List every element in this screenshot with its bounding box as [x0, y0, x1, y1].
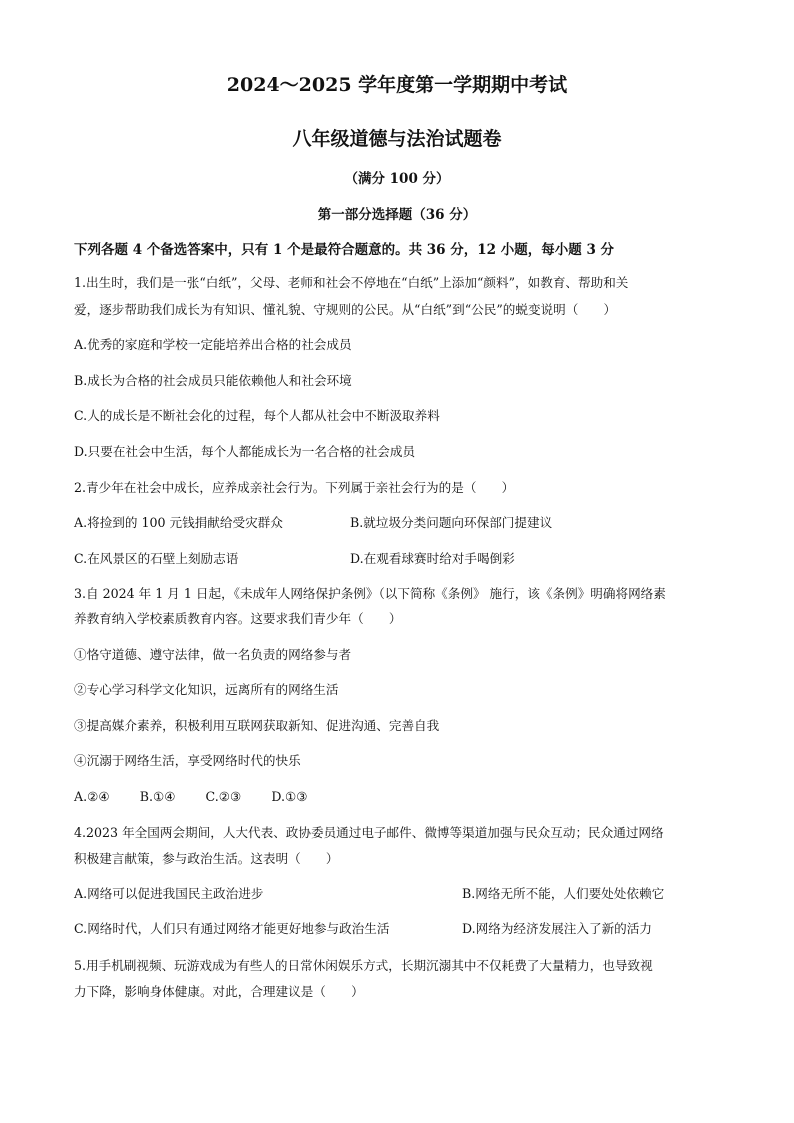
- q4-option-c: C.网络时代，人们只有通过网络才能更好地参与政治生活: [74, 921, 390, 936]
- q1-stem-line2: 爱，逐步帮助我们成长为有知识、懂礼貌、守规则的公民。从“白纸”到“公民”的蜕变说明（ ）: [74, 302, 617, 317]
- q3-stem-line1: 3.自 2024 年 1 月 1 日起，《未成年人网络保护条例》（以下简称《条例》 施行，该《条例》明确将网络素: [74, 586, 666, 601]
- q5-stem-line2: 力下降，影响身体健康。对此，合理建议是（ ）: [74, 984, 364, 999]
- q1-option-d: D.只要在社会中生活，每个人都能成长为一名合格的社会成员: [74, 444, 416, 459]
- q3-option-c: C.②③: [205, 789, 242, 804]
- q1-option-a: A.优秀的家庭和学校一定能培养出合格的社会成员: [74, 337, 352, 352]
- exam-title: 2024～2025 学年度第一学期期中考试: [226, 74, 568, 96]
- q3-statement-3: ③提高媒介素养，积极利用互联网获取新知、促进沟通、完善自我: [74, 718, 440, 733]
- q3-statement-1: ①恪守道德、遵守法律，做一名负责的网络参与者: [74, 647, 352, 662]
- q3-option-a: A.②④: [74, 789, 110, 804]
- q4-stem-line1: 4.2023 年全国两会期间，人大代表、政协委员通过电子邮件、微博等渠道加强与民众互动；民众通过网络: [74, 825, 664, 840]
- q1-option-b: B.成长为合格的社会成员只能依赖他人和社会环境: [74, 373, 352, 388]
- exam-subject-title: 八年级道德与法治试题卷: [292, 128, 502, 150]
- q2-option-c: C.在风景区的石壁上刻励志语: [74, 551, 239, 566]
- q4-option-d: D.网络为经济发展注入了新的活力: [462, 921, 652, 936]
- part-one-heading: 第一部分选择题（36 分）: [317, 207, 477, 223]
- q3-statement-4: ④沉溺于网络生活，享受网络时代的快乐: [74, 753, 301, 768]
- q2-option-d: D.在观看球赛时给对手喝倒彩: [350, 551, 515, 566]
- q1-stem-line1: 1.出生时，我们是一张“白纸”，父母、老师和社会不停地在“白纸”上添加“颜料”，如教育、帮助和关: [74, 275, 629, 290]
- q3-stem-line2: 养教育纳入学校素质教育内容。这要求我们青少年（ ）: [74, 611, 402, 626]
- q4-stem-line2: 积极建言献策，参与政治生活。这表明（ ）: [74, 851, 339, 866]
- q1-option-c: C.人的成长是不断社会化的过程，每个人都从社会中不断汲取养料: [74, 408, 440, 423]
- full-marks-note: （满分 100 分）: [344, 171, 450, 187]
- q3-options: [74, 788, 338, 806]
- q2-option-a: A.将捡到的 100 元钱捐献给受灾群众: [74, 515, 283, 530]
- q3-option-d: D.①③: [271, 789, 308, 804]
- q3-statement-2: ②专心学习科学文化知识，远离所有的网络生活: [74, 682, 339, 697]
- q4-option-a: A.网络可以促进我国民主政治进步: [74, 886, 264, 901]
- q4-option-b: B.网络无所不能，人们要处处依赖它: [462, 886, 665, 901]
- q2-stem: 2.青少年在社会中成长，应养成亲社会行为。下列属于亲社会行为的是（ ）: [74, 480, 515, 495]
- q3-option-b: B.①④: [139, 789, 176, 804]
- q2-option-b: B.就垃圾分类问题向环保部门提建议: [350, 515, 553, 530]
- section-instructions: 下列各题 4 个备选答案中，只有 1 个是最符合题意的。共 36 分，12 小题，每小题 3 分: [74, 242, 615, 258]
- q5-stem-line1: 5.用手机刷视频、玩游戏成为有些人的日常休闲娱乐方式，长期沉溺其中不仅耗费了大量精力，也导致视: [74, 958, 653, 973]
